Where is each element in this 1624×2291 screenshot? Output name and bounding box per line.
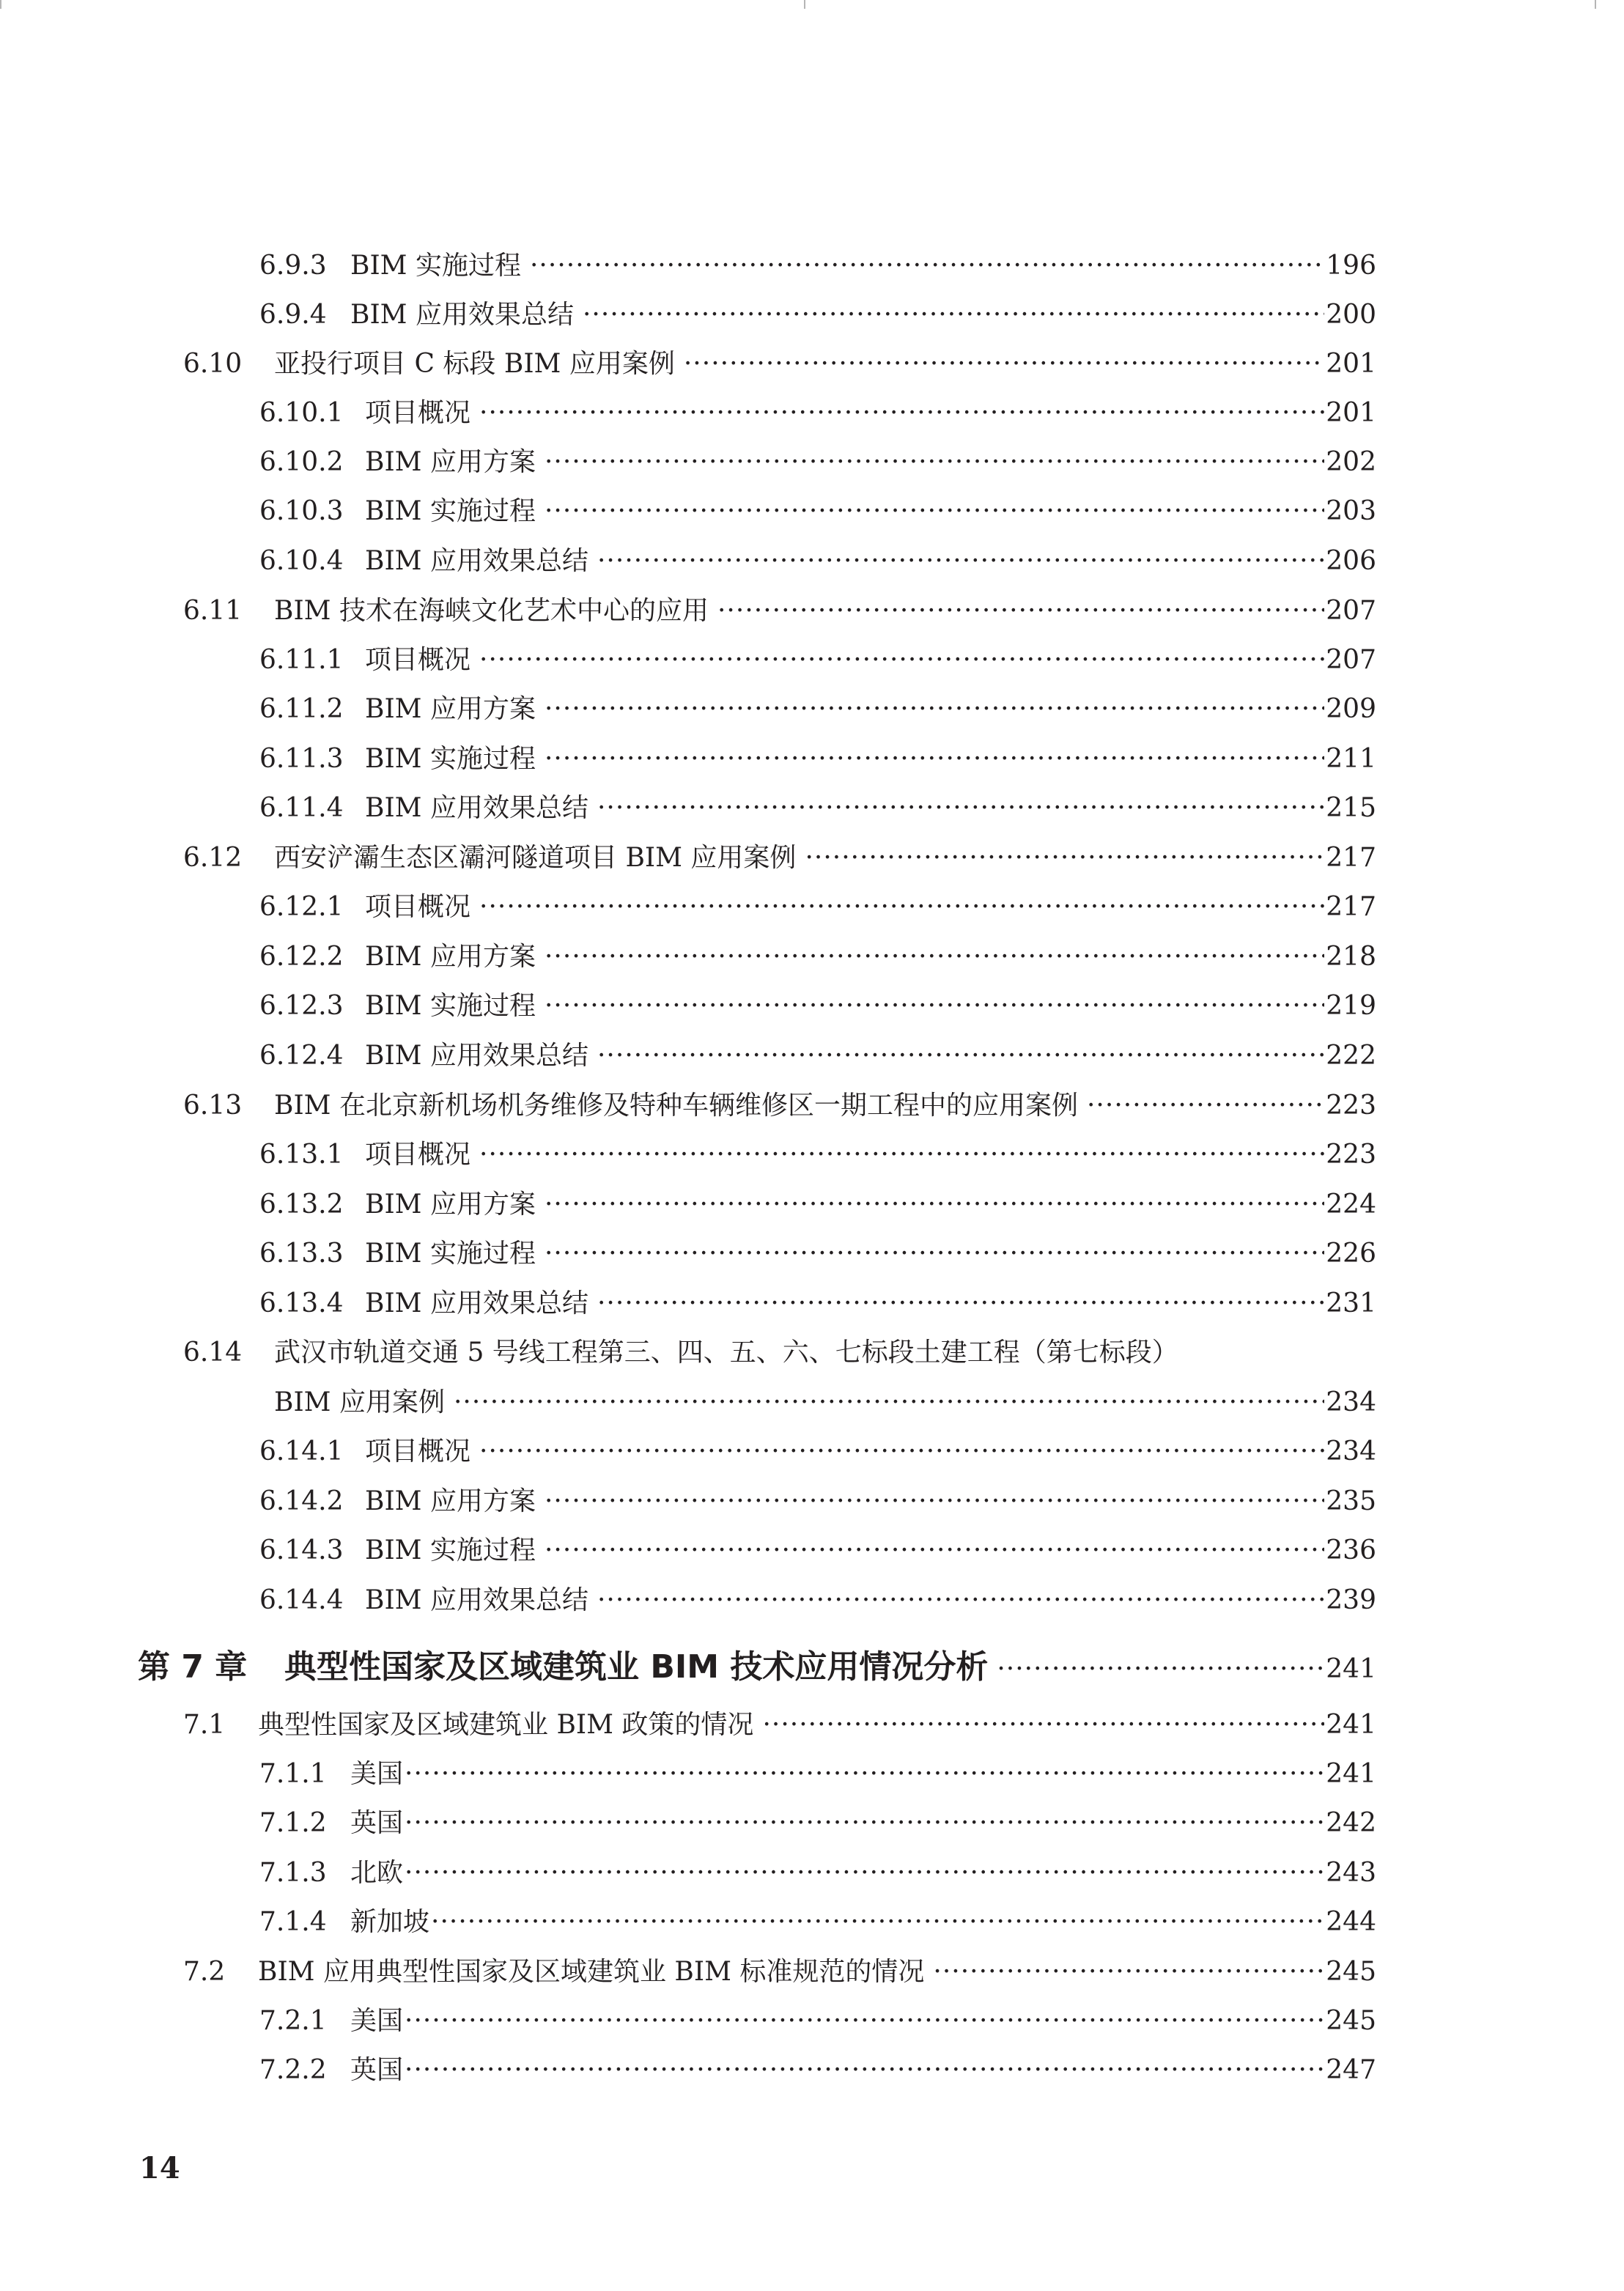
entry-page: 234 — [1326, 1387, 1376, 1417]
entry-page: 222 — [1326, 1041, 1376, 1071]
entry-number: 7.1.2 — [259, 1808, 327, 1838]
dot-leader — [597, 1038, 1324, 1074]
toc-entry — [183, 1707, 1376, 1745]
toc-entry — [259, 2052, 1376, 2090]
dot-leader — [545, 1236, 1324, 1272]
dot-leader — [545, 1187, 1324, 1223]
entry-number: 7.2.2 — [259, 2055, 327, 2085]
entry-title: 项目概况 — [365, 645, 471, 675]
entry-number: 6.14 — [183, 1338, 243, 1368]
dot-leader — [405, 1855, 1324, 1892]
entry-title: 新加坡 — [350, 1907, 430, 1937]
toc-entry — [259, 741, 1376, 779]
chapter-title: 典型性国家及区域建筑业 BIM 技术应用情况分析 — [284, 1648, 989, 1686]
toc-entry — [259, 1483, 1376, 1521]
entry-title: 英国 — [350, 1808, 404, 1838]
toc-entry — [259, 889, 1376, 927]
entry-page: 218 — [1326, 942, 1376, 972]
entry-title: 典型性国家及区域建筑业 BIM 政策的情况 — [258, 1710, 754, 1740]
toc-entry-continuation — [274, 1384, 1376, 1423]
entry-number: 6.13.1 — [259, 1140, 344, 1170]
dot-leader — [545, 691, 1324, 728]
entry-page: 207 — [1326, 645, 1376, 675]
dot-leader — [431, 1904, 1324, 1941]
entry-page: 223 — [1326, 1140, 1376, 1170]
entry-title: 西安浐灞生态区灞河隧道项目 BIM 应用案例 — [274, 843, 797, 873]
dot-leader — [405, 1756, 1324, 1793]
toc-entry — [259, 1756, 1376, 1794]
toc-entry — [183, 1954, 1376, 1992]
entry-number: 6.11.3 — [259, 744, 344, 774]
entry-number: 6.9.4 — [259, 300, 327, 330]
entry-title: BIM 应用方案 — [365, 694, 536, 724]
dot-leader — [933, 1954, 1324, 1991]
entry-page: 201 — [1326, 349, 1376, 379]
entry-page: 241 — [1326, 1654, 1376, 1684]
toc-entry — [259, 543, 1376, 581]
entry-number: 7.1.1 — [259, 1759, 327, 1789]
entry-page: 245 — [1326, 1957, 1376, 1987]
entry-number: 6.10.4 — [259, 546, 344, 576]
entry-number: 6.12.4 — [259, 1041, 344, 1071]
entry-title: BIM 应用方案 — [365, 942, 536, 972]
entry-number: 7.2 — [183, 1957, 226, 1987]
dot-leader — [597, 790, 1324, 827]
toc-chapter-entry — [138, 1645, 1376, 1691]
entry-page: 247 — [1326, 2055, 1376, 2085]
dot-leader — [597, 1285, 1324, 1322]
entry-title: BIM 实施过程 — [365, 1239, 536, 1269]
entry-title: BIM 应用效果总结 — [365, 1288, 588, 1318]
dot-leader — [530, 248, 1324, 284]
entry-page: 206 — [1326, 546, 1376, 576]
toc-entry — [259, 1532, 1376, 1571]
entry-number: 6.13.2 — [259, 1189, 344, 1220]
toc-entry — [259, 444, 1376, 482]
entry-title: BIM 实施过程 — [365, 496, 536, 526]
entry-number: 6.12.1 — [259, 892, 344, 922]
entry-title: BIM 在北京新机场机务维修及特种车辆维修区一期工程中的应用案例 — [274, 1091, 1078, 1121]
toc-entry — [259, 1137, 1376, 1175]
chapter-number: 第 7 章 — [138, 1648, 248, 1686]
entry-title: BIM 应用效果总结 — [365, 546, 588, 576]
entry-title: BIM 应用效果总结 — [365, 793, 588, 823]
toc-entry — [259, 1904, 1376, 1942]
dot-leader — [545, 741, 1324, 778]
entry-page: 217 — [1326, 892, 1376, 922]
dot-leader — [405, 2003, 1324, 2040]
dot-leader — [762, 1707, 1324, 1744]
entry-page: 201 — [1326, 398, 1376, 428]
entry-number: 6.12.2 — [259, 942, 344, 972]
dot-leader — [479, 889, 1324, 926]
toc-entry — [259, 1187, 1376, 1225]
toc-entry — [259, 1236, 1376, 1274]
entry-number: 7.2.1 — [259, 2006, 327, 2036]
dot-leader — [545, 444, 1324, 481]
entry-number: 6.10.1 — [259, 398, 344, 428]
toc-entry — [259, 248, 1376, 286]
entry-page: 234 — [1326, 1436, 1376, 1467]
entry-number: 7.1 — [183, 1710, 226, 1740]
entry-page: 226 — [1326, 1239, 1376, 1269]
toc-entry — [259, 1434, 1376, 1472]
dot-leader — [597, 1582, 1324, 1619]
entry-number: 7.1.4 — [259, 1907, 327, 1937]
dot-leader — [545, 939, 1324, 975]
entry-number: 6.13 — [183, 1091, 243, 1121]
entry-title: 英国 — [350, 2055, 404, 2085]
entry-number: 6.10 — [183, 349, 243, 379]
entry-number: 6.11.2 — [259, 694, 344, 724]
entry-title: BIM 技术在海峡文化艺术中心的应用 — [274, 596, 709, 626]
entry-title: 美国 — [350, 1759, 404, 1789]
entry-number: 6.10.2 — [259, 447, 344, 477]
toc-entry — [259, 1855, 1376, 1893]
entry-title: BIM 应用方案 — [365, 447, 536, 477]
entry-title: BIM 应用典型性国家及区域建筑业 BIM 标准规范的情况 — [258, 1957, 925, 1987]
toc-entry — [183, 1088, 1376, 1126]
entry-number: 6.11 — [183, 596, 243, 626]
entry-number: 6.10.3 — [259, 496, 344, 526]
entry-number: 6.13.4 — [259, 1288, 344, 1318]
dot-leader — [405, 1805, 1324, 1842]
entry-title: 项目概况 — [365, 398, 471, 428]
entry-page: 239 — [1326, 1585, 1376, 1615]
entry-title: 项目概况 — [365, 1140, 471, 1170]
entry-number: 6.14.4 — [259, 1585, 344, 1615]
dot-leader — [545, 1532, 1324, 1569]
entry-title: BIM 应用效果总结 — [365, 1585, 588, 1615]
entry-title: 美国 — [350, 2006, 404, 2036]
entry-number: 6.14.3 — [259, 1535, 344, 1565]
toc-entry — [259, 939, 1376, 977]
dot-leader — [479, 642, 1324, 679]
entry-page: 217 — [1326, 843, 1376, 873]
entry-page: 245 — [1326, 2006, 1376, 2036]
entry-page: 231 — [1326, 1288, 1376, 1318]
entry-page: 219 — [1326, 991, 1376, 1021]
dot-leader — [479, 1434, 1324, 1470]
toc-entry — [259, 790, 1376, 828]
toc-entry — [259, 395, 1376, 433]
entry-number: 6.11.1 — [259, 645, 344, 675]
dot-leader — [805, 840, 1324, 877]
dot-leader — [545, 1483, 1324, 1520]
entry-page: 244 — [1326, 1907, 1376, 1937]
entry-page: 202 — [1326, 447, 1376, 477]
entry-title: 北欧 — [350, 1858, 404, 1888]
entry-page: 242 — [1326, 1808, 1376, 1838]
page-number: 14 — [139, 2151, 180, 2185]
entry-title: 武汉市轨道交通 5 号线工程第三、四、五、六、七标段土建工程（第七标段） — [274, 1338, 1178, 1368]
entry-page: 215 — [1326, 793, 1376, 823]
entry-page: 223 — [1326, 1091, 1376, 1121]
entry-title: BIM 实施过程 — [365, 991, 536, 1021]
entry-number: 7.1.3 — [259, 1858, 327, 1888]
toc-entry — [259, 297, 1376, 335]
entry-page: 235 — [1326, 1486, 1376, 1516]
dot-leader — [597, 543, 1324, 580]
toc-entry — [183, 346, 1376, 384]
dot-leader — [479, 395, 1324, 432]
entry-title: BIM 实施过程 — [350, 251, 521, 281]
entry-number: 6.12 — [183, 843, 243, 873]
entry-number: 6.9.3 — [259, 251, 327, 281]
entry-title: BIM 实施过程 — [365, 1535, 536, 1565]
entry-title: BIM 应用效果总结 — [350, 300, 574, 330]
entry-page: 196 — [1326, 251, 1376, 281]
dot-leader — [717, 593, 1324, 630]
toc-entry — [259, 2003, 1376, 2041]
entry-number: 6.14.2 — [259, 1486, 344, 1516]
entry-number: 6.14.1 — [259, 1436, 344, 1467]
entry-page: 243 — [1326, 1858, 1376, 1888]
entry-number: 6.12.3 — [259, 991, 344, 1021]
entry-title: BIM 应用方案 — [365, 1189, 536, 1220]
toc-entry — [259, 691, 1376, 729]
entry-title: BIM 应用方案 — [365, 1486, 536, 1516]
toc-entry — [259, 642, 1376, 680]
entry-page: 209 — [1326, 694, 1376, 724]
entry-title: 亚投行项目 C 标段 BIM 应用案例 — [274, 349, 675, 379]
entry-page: 200 — [1326, 300, 1376, 330]
entry-number: 6.13.3 — [259, 1239, 344, 1269]
toc-entry — [183, 593, 1376, 631]
toc-entry — [259, 1805, 1376, 1843]
entry-page: 241 — [1326, 1759, 1376, 1789]
dot-leader — [545, 493, 1324, 530]
dot-leader — [479, 1137, 1324, 1173]
entry-title: BIM 实施过程 — [365, 744, 536, 774]
toc-entry — [183, 1335, 1376, 1373]
entry-page: 203 — [1326, 496, 1376, 526]
entry-page: 241 — [1326, 1710, 1376, 1740]
dot-leader — [583, 297, 1324, 333]
entry-title: 项目概况 — [365, 1436, 471, 1467]
entry-title: BIM 应用案例 — [274, 1387, 445, 1417]
dot-leader — [454, 1384, 1324, 1421]
entry-page: 211 — [1326, 744, 1376, 774]
entry-page: 224 — [1326, 1189, 1376, 1220]
toc-entry — [259, 988, 1376, 1026]
dot-leader — [1087, 1088, 1324, 1124]
entry-page: 207 — [1326, 596, 1376, 626]
entry-page: 236 — [1326, 1535, 1376, 1565]
dot-leader — [545, 988, 1324, 1025]
toc-entry — [259, 1038, 1376, 1076]
toc-entry — [183, 840, 1376, 878]
entry-title: 项目概况 — [365, 892, 471, 922]
toc-entry — [259, 1285, 1376, 1324]
entry-title: BIM 应用效果总结 — [365, 1041, 588, 1071]
toc-entry — [259, 1582, 1376, 1620]
dot-leader — [405, 2052, 1324, 2089]
toc-entry — [259, 493, 1376, 531]
dot-leader — [997, 1648, 1324, 1691]
entry-number: 6.11.4 — [259, 793, 344, 823]
dot-leader — [684, 346, 1324, 383]
